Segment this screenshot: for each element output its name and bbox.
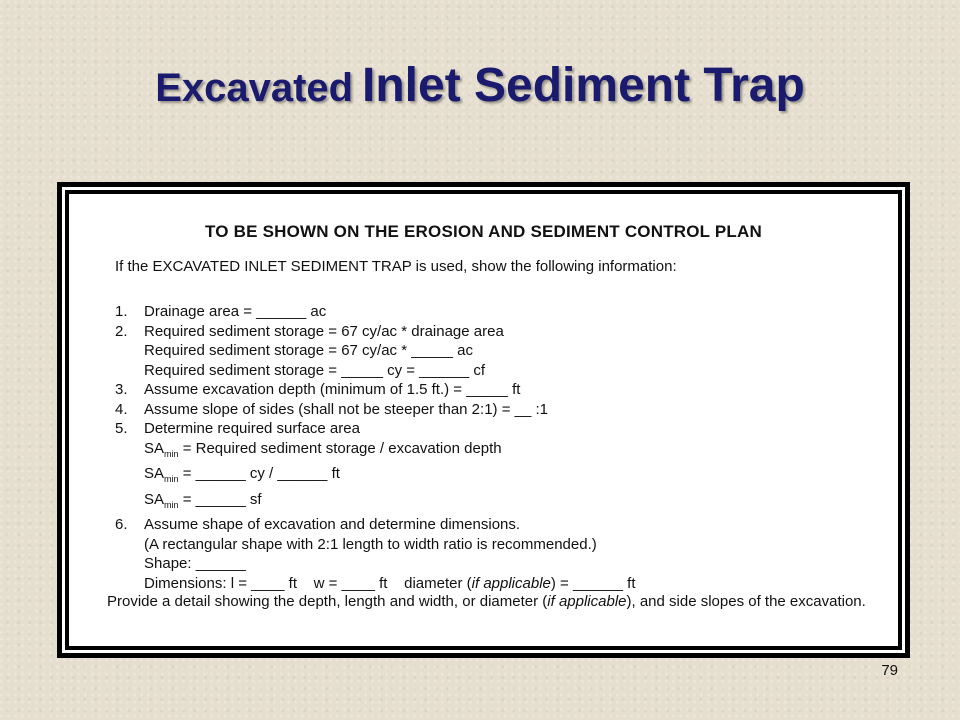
step-text: = Required sediment storage / excavation depth [178,439,502,457]
step-text: ) = ______ ft [550,574,636,592]
step-2 [115,322,636,342]
step-4 [115,400,636,420]
step-5 [115,419,636,439]
page-number: 79 [881,662,898,679]
step-text: Assume slope of sides (shall not be steeper than 2:1) = __ :1 [144,400,548,418]
step-text: Dimensions: l = ____ ft w = ____ ft diameter ( [144,574,472,592]
slide-title [0,59,960,112]
document-heading: TO BE SHOWN ON THE EROSION AND SEDIMENT CONTROL PLAN [205,222,762,241]
document-frame [57,182,910,658]
step-5-line-a [115,439,636,465]
step-number: 6. [115,516,128,533]
step-2-line-b [115,341,636,361]
step-number: 4. [115,400,128,418]
step-6-line-b [115,535,636,555]
step-text: (A rectangular shape with 2:1 length to width ratio is recommended.) [144,535,597,553]
step-text: Assume excavation depth (minimum of 1.5 ft.) = _____ ft [144,381,521,398]
step-text: = ______ sf [178,490,262,508]
step-text: Drainage area = ______ ac [144,303,327,320]
sa-subscript: min [164,499,179,510]
footer-text: Provide a detail showing the depth, length and width, or diameter ( [107,593,548,610]
step-6-line-d [115,574,636,594]
step-2-line-c [115,361,636,381]
slide-title-part1: Excavated [155,66,354,110]
step-text: Assume shape of excavation and determine dimensions. [144,516,521,533]
step-1 [115,302,636,322]
footer-instruction [107,592,868,612]
step-number: 5. [115,420,128,437]
footer-text: ), and side slopes of the excavation. [626,593,866,610]
step-5-line-c [115,490,636,516]
step-text: Required sediment storage = _____ cy = ______ cf [144,361,486,379]
sa-symbol: SA [144,465,165,482]
steps-list [115,302,636,593]
sa-subscript: min [164,448,179,459]
step-text-italic: if applicable [471,574,551,592]
step-text: Determine required surface area [144,420,360,437]
sa-symbol: SA [144,490,165,508]
intro-text: If the EXCAVATED INLET SEDIMENT TRAP is used, show the following information: [115,258,677,275]
sa-subscript: min [164,474,179,484]
slide-title-part2: Inlet Sediment Trap [362,59,805,112]
step-number: 1. [115,303,128,320]
step-number: 3. [115,381,128,398]
step-3 [115,380,636,400]
step-6-line-c [115,554,636,574]
step-6 [115,515,636,535]
footer-text-italic: if applicable [547,593,627,610]
step-text: = ______ cy / ______ ft [178,465,340,482]
step-text: Shape: ______ [144,555,246,572]
step-5-line-b [115,464,636,490]
sa-symbol: SA [144,439,165,457]
document-frame-inner [62,187,905,653]
step-text: Required sediment storage = 67 cy/ac * drainage area [144,322,504,340]
step-number: 2. [115,322,128,340]
step-text: Required sediment storage = 67 cy/ac * _____ ac [144,342,473,359]
document-panel [69,194,898,646]
